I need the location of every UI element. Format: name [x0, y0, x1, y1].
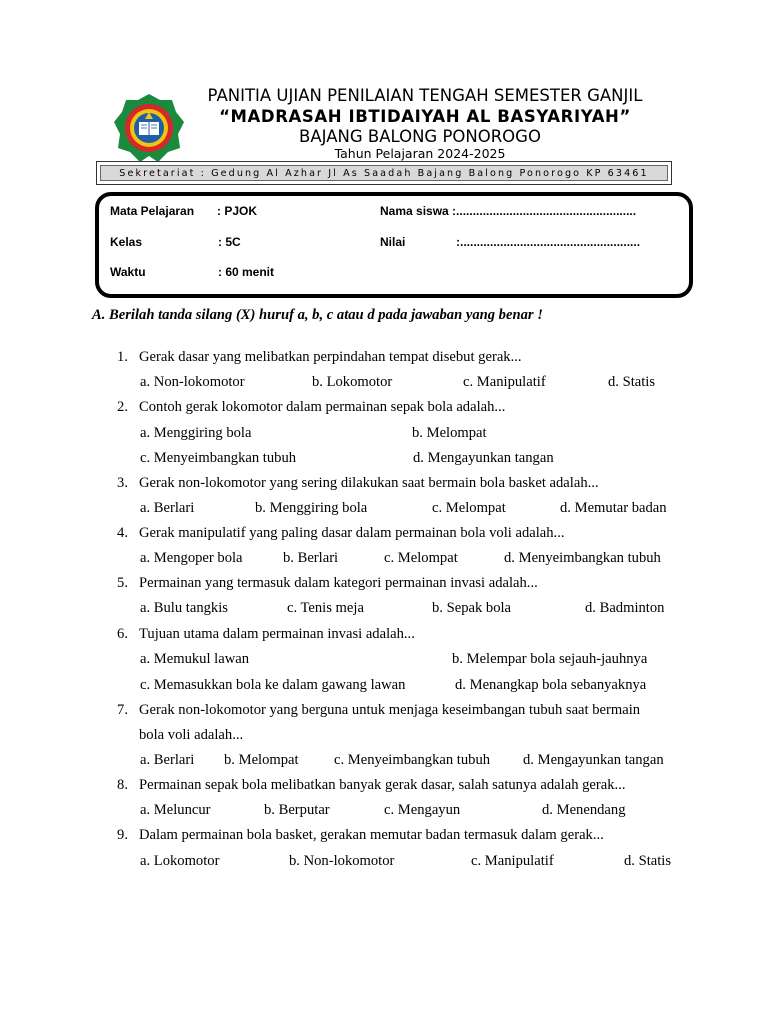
option-a[interactable]: a. Mengoper bola	[140, 550, 243, 566]
option-a[interactable]: a. Memukul lawan	[140, 651, 250, 667]
option-d[interactable]: d. Mengayunkan tangan	[413, 450, 554, 466]
option-c[interactable]: c. Mengayun	[384, 802, 461, 818]
option-d[interactable]: d. Mengayunkan tangan	[523, 752, 664, 768]
option-b[interactable]: b. Berputar	[264, 802, 330, 818]
academic-year: Tahun Pelajaran 2024-2025	[334, 146, 506, 161]
secretariat-address: Sekretariat : Gedung Al Azhar Jl As Saadah Bajang Balong Ponorogo KP 63461	[100, 165, 668, 181]
question-number: 2.	[117, 399, 128, 415]
question-number: 3.	[117, 475, 128, 491]
question-text: Gerak manipulatif yang paling dasar dalam permainan bola voli adalah...	[139, 525, 565, 541]
time-value: : 60 menit	[218, 265, 275, 279]
committee-title: PANITIA UJIAN PENILAIAN TENGAH SEMESTER GANJIL	[207, 86, 643, 105]
option-c[interactable]: c. Manipulatif	[471, 853, 554, 869]
question-number: 4.	[117, 525, 128, 541]
section-a-instruction: A. Berilah tanda silang (X) huruf a, b, c atau d pada jawaban yang benar !	[92, 307, 543, 323]
question-text: Gerak dasar yang melibatkan perpindahan tempat disebut gerak...	[139, 349, 522, 365]
question-text: Dalam permainan bola basket, gerakan memutar badan termasuk dalam gerak...	[139, 827, 604, 843]
option-c[interactable]: c. Melompat	[384, 550, 458, 566]
option-c[interactable]: c. Melompat	[432, 500, 506, 516]
option-a[interactable]: a. Menggiring bola	[140, 425, 252, 441]
option-d[interactable]: d. Menangkap bola sebanyaknya	[455, 677, 647, 693]
question-text: Permainan sepak bola melibatkan banyak gerak dasar, salah satunya adalah gerak...	[139, 777, 626, 793]
option-c[interactable]: c. Manipulatif	[463, 374, 546, 390]
option-b[interactable]: b. Melempar bola sejauh-jauhnya	[452, 651, 648, 667]
option-b[interactable]: b. Lokomotor	[312, 374, 393, 390]
option-d[interactable]: d. Badminton	[585, 600, 665, 616]
question-number: 6.	[117, 626, 128, 642]
subject-value: : PJOK	[217, 204, 258, 218]
option-b[interactable]: b. Melompat	[224, 752, 299, 768]
option-c[interactable]: c. Menyeimbangkan tubuh	[334, 752, 491, 768]
question-number: 8.	[117, 777, 128, 793]
student-name-field[interactable]: Nama siswa :......................................................	[380, 204, 637, 218]
option-a[interactable]: a. Bulu tangkis	[140, 600, 228, 616]
score-field[interactable]: :......................................................	[456, 235, 641, 249]
school-location: BAJANG BALONG PONOROGO	[299, 127, 541, 146]
question-text-continued: bola voli adalah...	[139, 727, 244, 743]
question-text: Tujuan utama dalam permainan invasi adalah...	[139, 626, 415, 642]
subject-label: Mata Pelajaran	[110, 204, 195, 218]
school-name: “MADRASAH IBTIDAIYAH AL BASYARIYAH”	[219, 107, 631, 126]
question-number: 5.	[117, 575, 128, 591]
option-b[interactable]: b. Berlari	[283, 550, 339, 566]
option-a[interactable]: a. Meluncur	[140, 802, 211, 818]
option-d[interactable]: d. Statis	[608, 374, 656, 390]
option-c[interactable]: c. Memasukkan bola ke dalam gawang lawan	[140, 677, 406, 693]
option-d[interactable]: d. Memutar badan	[560, 500, 667, 516]
option-d[interactable]: d. Menendang	[542, 802, 626, 818]
option-c[interactable]: c. Menyeimbangkan tubuh	[140, 450, 297, 466]
option-c[interactable]: c. Tenis meja	[287, 600, 364, 616]
option-b[interactable]: b. Sepak bola	[432, 600, 512, 616]
question-number: 7.	[117, 702, 128, 718]
question-number: 1.	[117, 349, 128, 365]
option-a[interactable]: a. Lokomotor	[140, 853, 220, 869]
option-b[interactable]: b. Non-lokomotor	[289, 853, 395, 869]
question-text: Gerak non-lokomotor yang berguna untuk menjaga keseimbangan tubuh saat bermain	[139, 702, 641, 718]
option-d[interactable]: d. Statis	[624, 853, 672, 869]
option-a[interactable]: a. Berlari	[140, 500, 195, 516]
secretariat-box	[96, 161, 672, 185]
class-value: : 5C	[218, 235, 241, 249]
option-b[interactable]: b. Melompat	[412, 425, 487, 441]
class-label: Kelas	[110, 235, 143, 249]
score-label: Nilai	[380, 235, 406, 249]
option-b[interactable]: b. Menggiring bola	[255, 500, 368, 516]
option-a[interactable]: a. Berlari	[140, 752, 195, 768]
question-text: Contoh gerak lokomotor dalam permainan sepak bola adalah...	[139, 399, 506, 415]
option-a[interactable]: a. Non-lokomotor	[140, 374, 245, 390]
time-label: Waktu	[110, 265, 146, 279]
option-d[interactable]: d. Menyeimbangkan tubuh	[504, 550, 661, 566]
question-text: Permainan yang termasuk dalam kategori permainan invasi adalah...	[139, 575, 538, 591]
question-number: 9.	[117, 827, 128, 843]
question-text: Gerak non-lokomotor yang sering dilakukan saat bermain bola basket adalah...	[139, 475, 599, 491]
